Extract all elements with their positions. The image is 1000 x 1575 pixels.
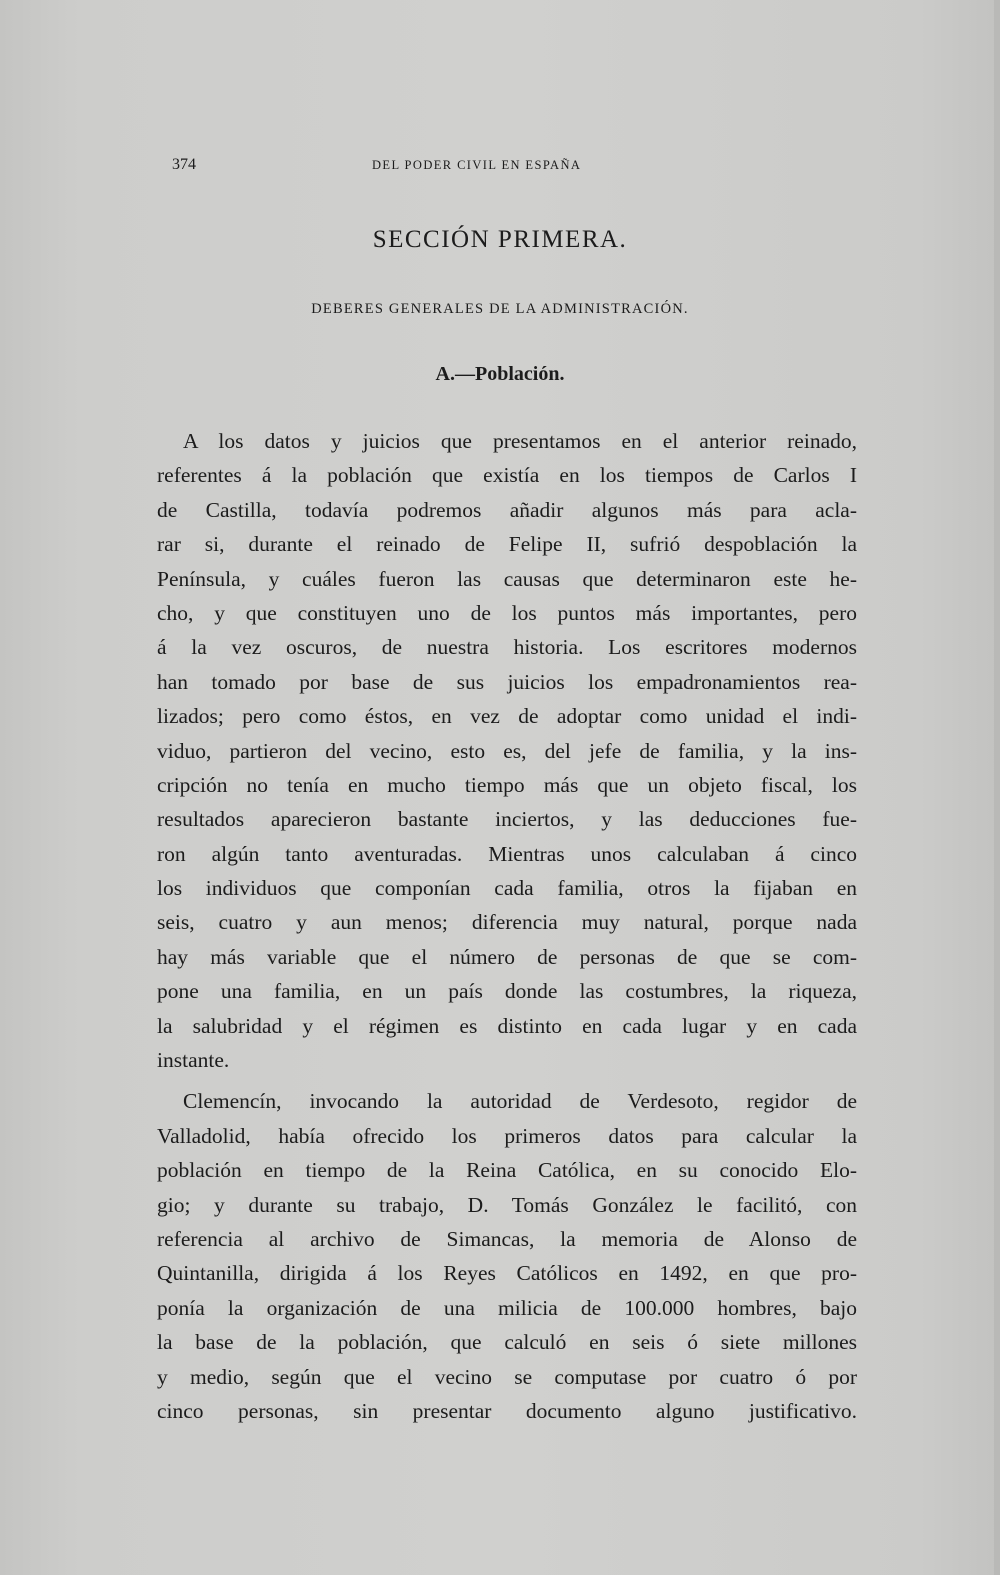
text-line: lizados; pero como éstos, en vez de adoptar como unidad el indi-	[157, 704, 857, 729]
text-line: ron algún tanto aventuradas. Mientras unos calculaban á cinco	[157, 841, 857, 866]
text-line: cho, y que constituyen uno de los puntos más importantes, pero	[157, 600, 857, 625]
text-line: instante.	[157, 1048, 230, 1073]
text-line: referentes á la población que existía en los tiempos de Carlos I	[157, 463, 857, 488]
text-line: gio; y durante su trabajo, D. Tomás González le facilitó, con	[157, 1192, 857, 1217]
text-line: Valladolid, había ofrecido los primeros datos para calcular la	[157, 1123, 857, 1148]
text-line: A los datos y juicios que presentamos en el anterior reinado,	[183, 429, 857, 453]
text-line: rar si, durante el reinado de Felipe II, sufrió despoblación la	[157, 532, 857, 557]
text-line: hay más variable que el número de personas de que se com-	[157, 944, 857, 969]
section-subtitle: DEBERES GENERALES DE LA ADMINISTRACIÓN.	[311, 301, 689, 317]
page-edge-shadow	[994, 0, 1000, 1575]
section-title: SECCIÓN PRIMERA.	[372, 226, 628, 253]
text-line: han tomado por base de sus juicios los empadronamientos rea-	[157, 669, 857, 694]
text-line: cripción no tenía en mucho tiempo más que un objeto fiscal, los	[157, 772, 857, 797]
text-line: á la vez oscuros, de nuestra historia. Los escritores modernos	[157, 635, 857, 660]
text-line: cinco personas, sin presentar documento alguno justificativo.	[157, 1398, 857, 1423]
text-line: seis, cuatro y aun menos; diferencia muy natural, porque nada	[157, 910, 857, 935]
text-line: pone una familia, en un país donde las costumbres, la riqueza,	[157, 979, 857, 1004]
text-line: Quintanilla, dirigida á los Reyes Católicos en 1492, en que pro-	[157, 1261, 857, 1286]
text-line: referencia al archivo de Simancas, la memoria de Alonso de	[157, 1226, 857, 1251]
subsection-title: A.—Población.	[435, 363, 565, 385]
text-line: los individuos que componían cada familia, otros la fijaban en	[157, 876, 857, 901]
text-line: resultados aparecieron bastante inciertos, y las deducciones fue-	[157, 807, 857, 832]
text-line: y medio, según que el vecino se computase por cuatro ó por	[157, 1364, 857, 1389]
text-line: Península, y cuáles fueron las causas que determinaron este he-	[157, 566, 857, 591]
text-line: la salubridad y el régimen es distinto en cada lugar y en cada	[157, 1013, 857, 1038]
paragraph-2	[157, 1084, 857, 1428]
text-line: ponía la organización de una milicia de 100.000 hombres, bajo	[157, 1295, 857, 1320]
text-line: población en tiempo de la Reina Católica, en su conocido Elo-	[157, 1158, 857, 1183]
text-line: la base de la población, que calculó en seis ó siete millones	[157, 1330, 857, 1355]
text-line: viduo, partieron del vecino, esto es, del jefe de familia, y la ins-	[157, 738, 857, 763]
paragraph-spacer	[157, 1077, 857, 1084]
text-line: Clemencín, invocando la autoridad de Verdesoto, regidor de	[183, 1089, 857, 1114]
page-number: 374	[172, 156, 196, 173]
text-line: de Castilla, todavía podremos añadir algunos más para acla-	[157, 497, 857, 522]
running-head: DEL PODER CIVIL EN ESPAÑA	[372, 158, 582, 172]
body-text	[157, 424, 857, 1428]
page-header	[172, 156, 712, 180]
paragraph-1	[157, 424, 857, 1077]
